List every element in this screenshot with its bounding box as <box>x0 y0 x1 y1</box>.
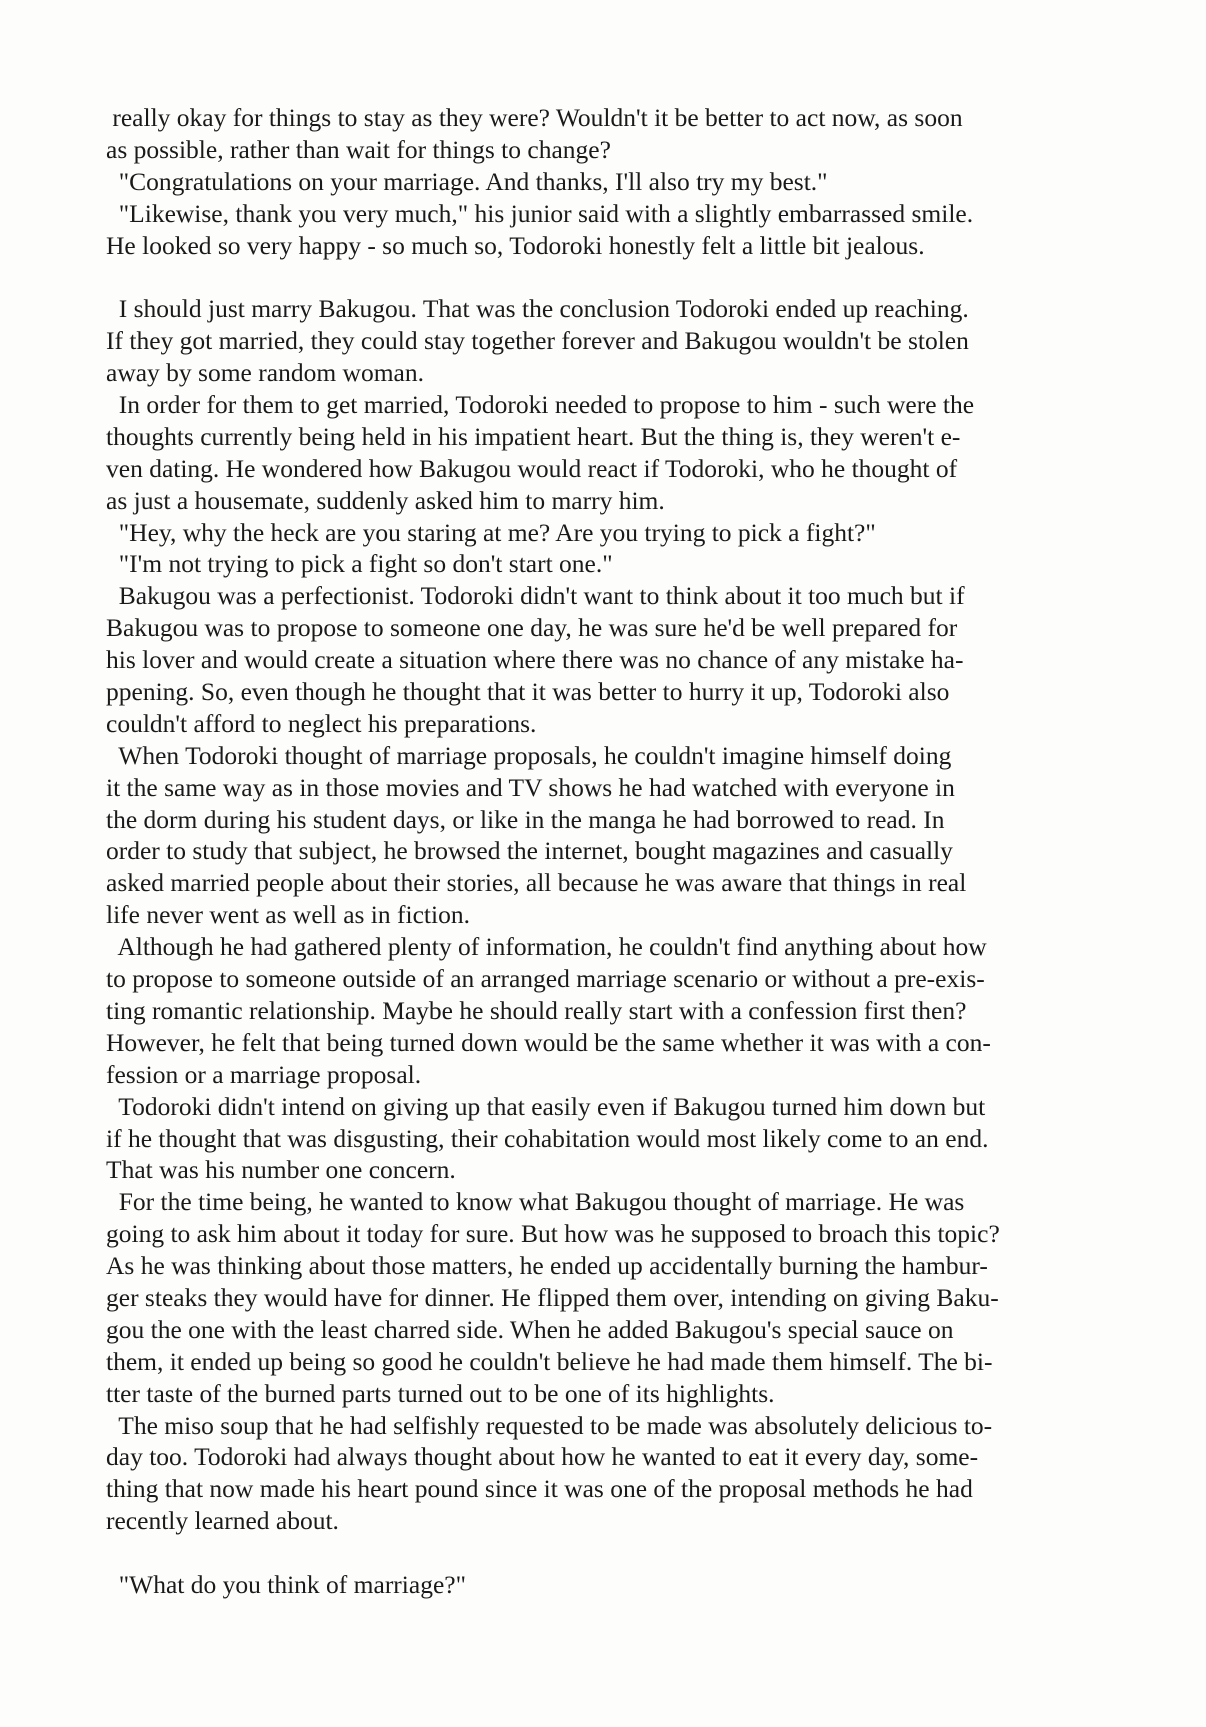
text-line: thoughts currently being held in his impatient heart. But the thing is, they weren't e- <box>106 421 961 451</box>
paragraph-gap <box>106 1537 1116 1569</box>
paragraph-gap <box>106 261 1116 293</box>
text-line: to propose to someone outside of an arranged marriage scenario or without a pre-exis- <box>106 964 985 994</box>
text-line: For the time being, he wanted to know what Bakugou thought of marriage. He was <box>106 1187 965 1217</box>
text-line: order to study that subject, he browsed the internet, bought magazines and casually <box>106 836 953 866</box>
text-line: them, it ended up being so good he couldn't believe he had made them himself. The bi- <box>106 1346 993 1376</box>
text-line: If they got married, they could stay together forever and Bakugou wouldn't be stolen <box>106 326 969 356</box>
text-line: As he was thinking about those matters, he ended up accidentally burning the hambur- <box>106 1251 988 1281</box>
text-line: He looked so very happy - so much so, Todoroki honestly felt a little bit jealous. <box>106 230 925 260</box>
text-line: tter taste of the burned parts turned out to be one of its highlights. <box>106 1378 775 1408</box>
text-line: That was his number one concern. <box>106 1155 456 1185</box>
text-line: away by some random woman. <box>106 358 424 388</box>
text-line: ting romantic relationship. Maybe he should really start with a confession first then? <box>106 995 967 1025</box>
text-line: Although he had gathered plenty of information, he couldn't find anything about how <box>106 932 987 962</box>
text-line: his lover and would create a situation where there was no chance of any mistake ha- <box>106 645 964 675</box>
body-text <box>106 102 1116 1601</box>
text-line: The miso soup that he had selfishly requested to be made was absolutely delicious to- <box>106 1410 993 1440</box>
text-line: "Likewise, thank you very much," his junior said with a slightly embarrassed smile. <box>106 198 974 228</box>
text-line: "I'm not trying to pick a fight so don't start one." <box>106 549 613 579</box>
text-line: I should just marry Bakugou. That was the conclusion Todoroki ended up reaching. <box>106 294 969 324</box>
text-line: Todoroki didn't intend on giving up that easily even if Bakugou turned him down but <box>106 1091 986 1121</box>
text-line: recently learned about. <box>106 1506 339 1536</box>
text-line: Bakugou was to propose to someone one day, he was sure he'd be well prepared for <box>106 613 958 643</box>
text-line: it the same way as in those movies and TV shows he had watched with everyone in <box>106 772 955 802</box>
text-line: "Hey, why the heck are you staring at me? Are you trying to pick a fight?" <box>106 517 876 547</box>
text-line: day too. Todoroki had always thought about how he wanted to eat it every day, some- <box>106 1442 979 1472</box>
text-line: as possible, rather than wait for things to change? <box>106 134 611 164</box>
text-line: as just a housemate, suddenly asked him to marry him. <box>106 485 665 515</box>
text-line: fession or a marriage proposal. <box>106 1059 422 1089</box>
text-line: However, he felt that being turned down would be the same whether it was with a con- <box>106 1027 991 1057</box>
text-line: ppening. So, even though he thought that it was better to hurry it up, Todoroki also <box>106 677 950 707</box>
text-line: really okay for things to stay as they were? Wouldn't it be better to act now, as soon <box>106 103 963 132</box>
text-line: In order for them to get married, Todoroki needed to propose to him - such were the <box>106 390 975 420</box>
text-line: couldn't afford to neglect his preparations. <box>106 708 537 738</box>
text-line: the dorm during his student days, or like in the manga he had borrowed to read. In <box>106 804 945 834</box>
text-line: life never went as well as in fiction. <box>106 900 470 930</box>
text-line: ven dating. He wondered how Bakugou would react if Todoroki, who he thought of <box>106 453 958 483</box>
text-line: When Todoroki thought of marriage proposals, he couldn't imagine himself doing <box>106 740 952 770</box>
text-line: ger steaks they would have for dinner. He flipped them over, intending on giving Baku- <box>106 1282 999 1312</box>
text-line: if he thought that was disgusting, their cohabitation would most likely come to an end. <box>106 1123 989 1153</box>
text-line: "Congratulations on your marriage. And thanks, I'll also try my best." <box>106 166 828 196</box>
text-line: Bakugou was a perfectionist. Todoroki didn't want to think about it too much but if <box>106 581 965 611</box>
text-line: going to ask him about it today for sure. But how was he supposed to broach this topic? <box>106 1219 1000 1249</box>
text-line: thing that now made his heart pound since it was one of the proposal methods he had <box>106 1474 973 1504</box>
text-line: asked married people about their stories, all because he was aware that things in real <box>106 868 967 898</box>
text-line: gou the one with the least charred side. When he added Bakugou's special sauce on <box>106 1314 954 1344</box>
text-line: "What do you think of marriage?" <box>106 1569 467 1599</box>
